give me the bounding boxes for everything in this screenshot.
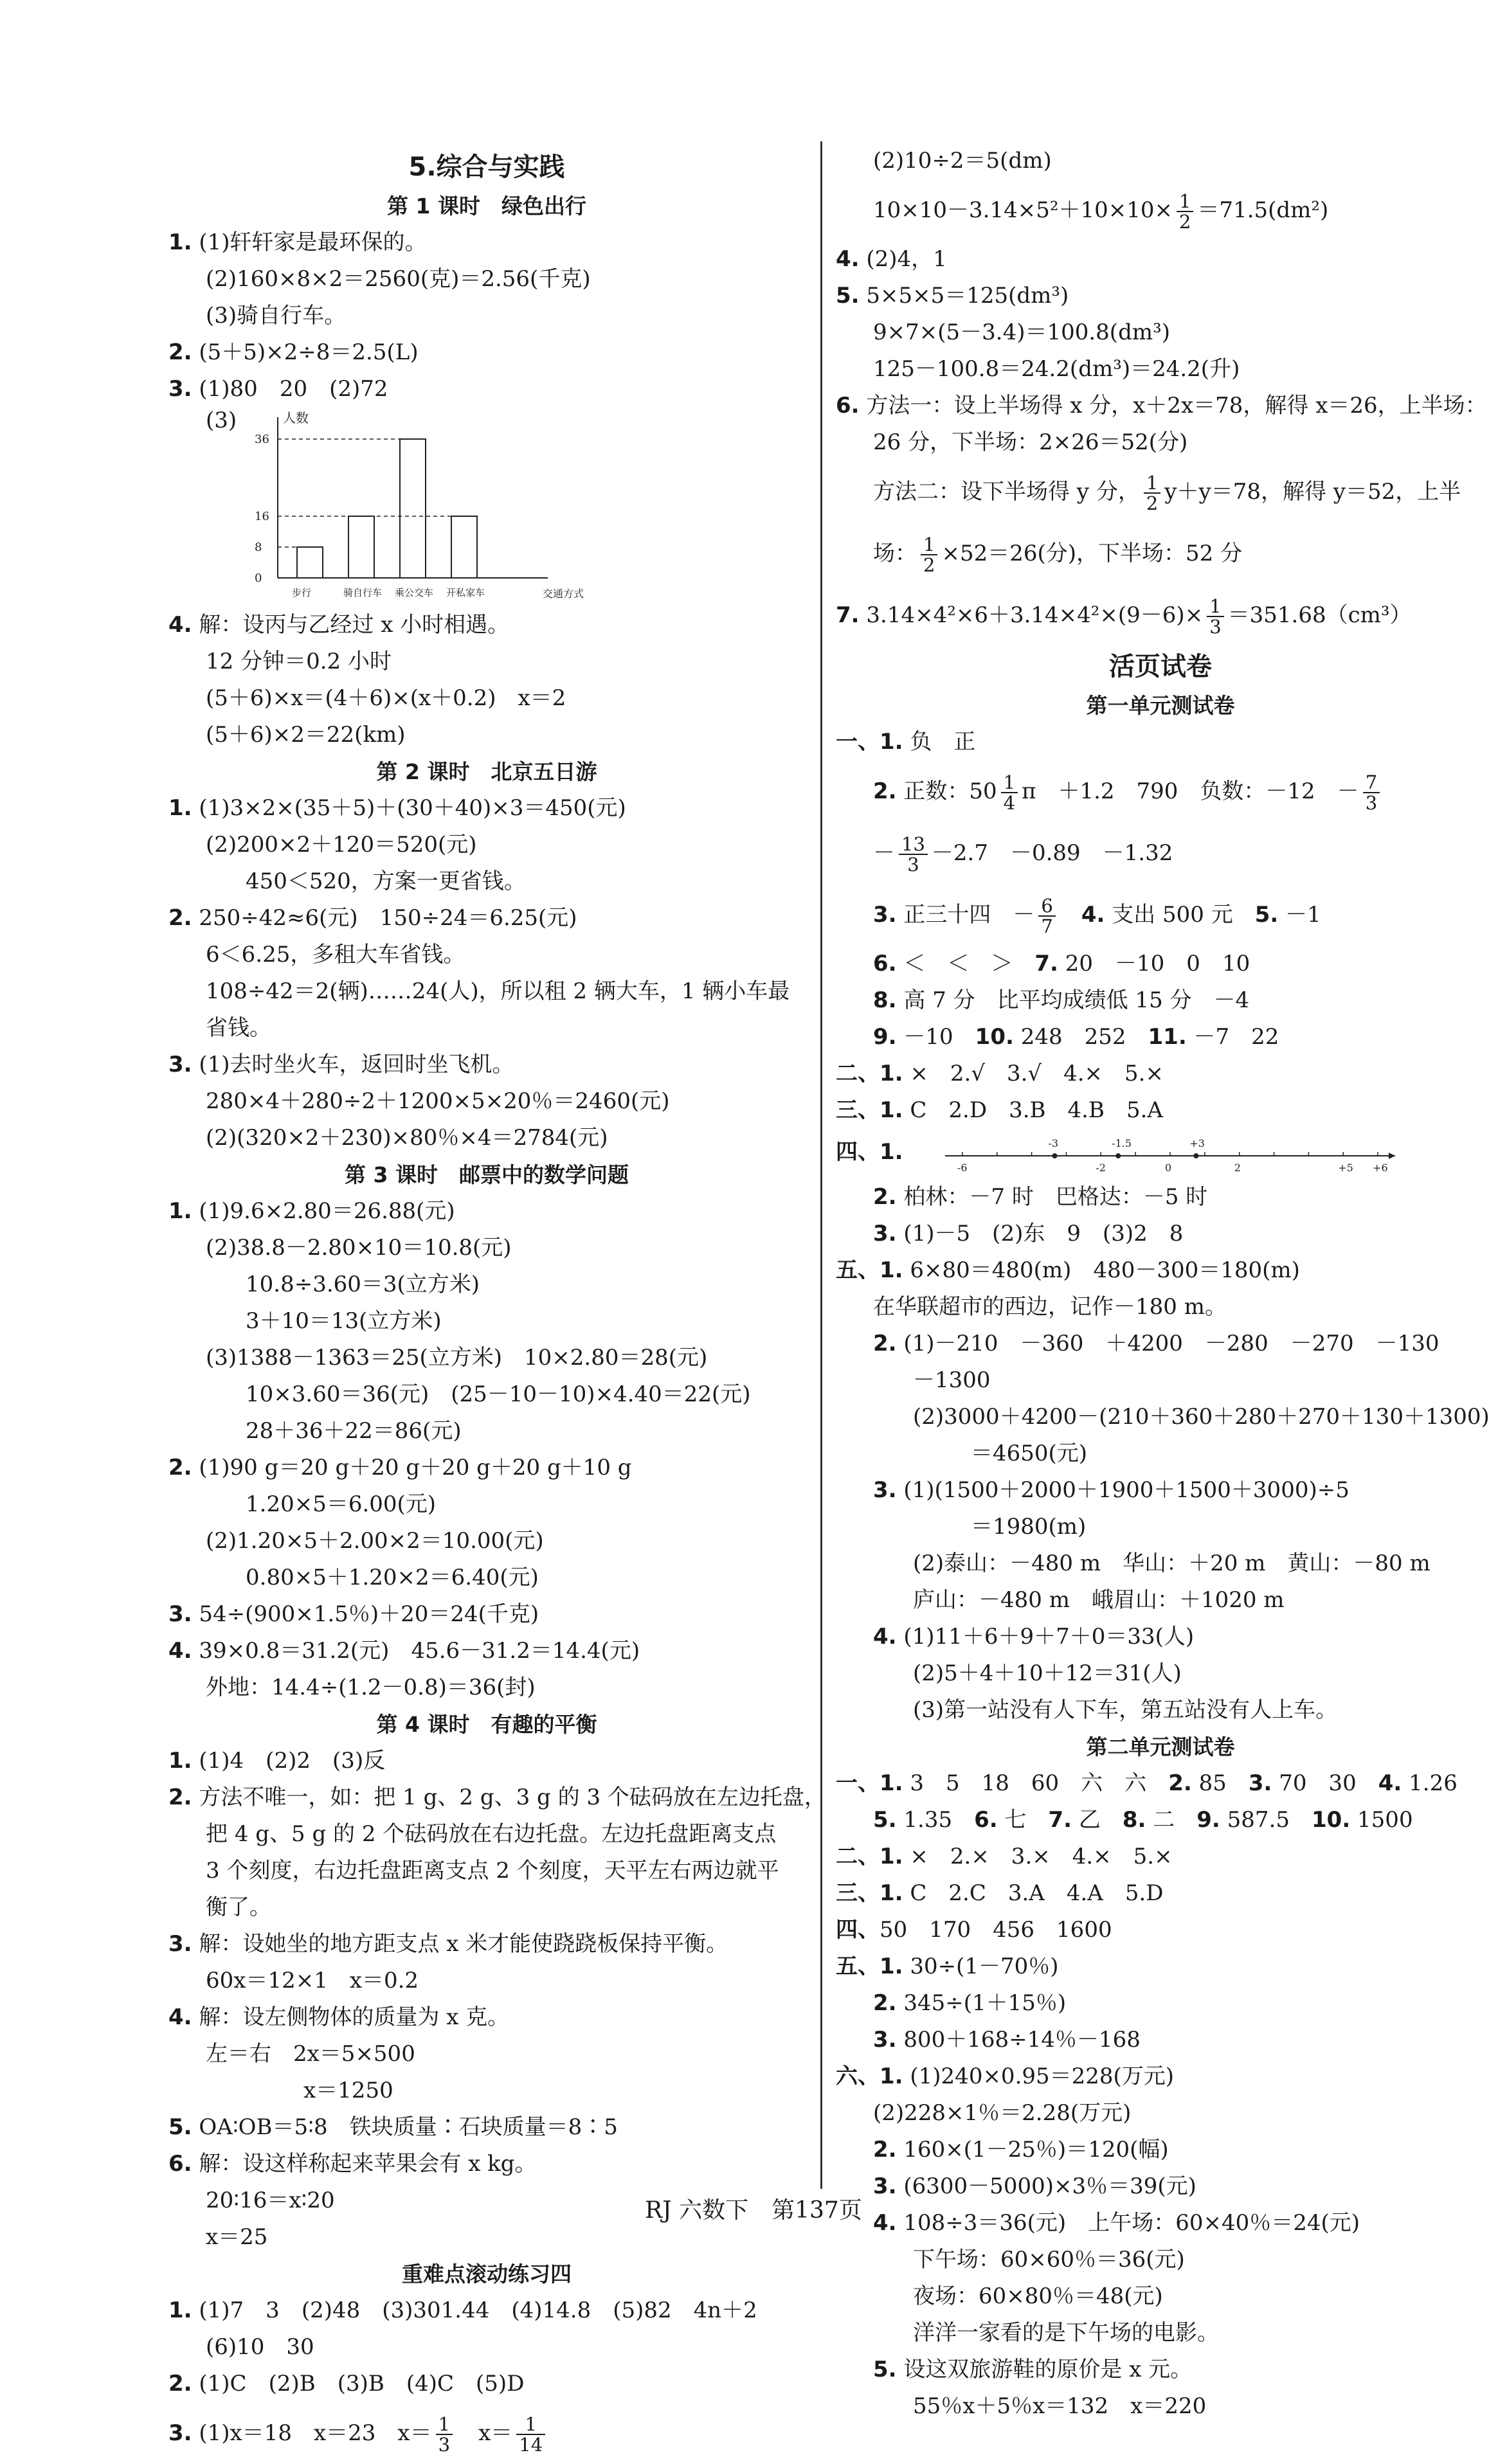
q-number: 4. (168, 1638, 192, 1664)
axis-arrow (1389, 1153, 1395, 1159)
answer-line: ＝1980(m) (971, 1514, 1087, 1540)
loose-leaf-title: 活页试卷 (1109, 652, 1212, 681)
answer-line: 洋洋一家看的是下午场的电影。 (913, 2320, 1219, 2346)
unit-1-title: 第一单元测试卷 (1086, 693, 1235, 718)
answer-line: 解：设左侧物体的质量为 x 克。 (199, 2004, 510, 2030)
fraction: $\frac{1}{3}$ (1207, 597, 1223, 637)
fraction: $\frac{1}{2}$ (1177, 192, 1193, 232)
answer-line: (3)骑自行车。 (206, 303, 347, 328)
answer-line: (6)10 30 (206, 2334, 314, 2360)
fraction: $\frac{6}{7}$ (1038, 896, 1055, 937)
point-mark (1115, 1153, 1121, 1158)
answer-line: 下午场：60×60％＝36(元) (913, 2247, 1185, 2272)
y-tick-label: 16 (255, 510, 269, 523)
tick-label: 2 (1234, 1162, 1241, 1174)
answer-line: 450＜520，方案一更省钱。 (246, 868, 526, 894)
q-number: 2. (168, 905, 192, 931)
q-number: 7. (836, 602, 860, 628)
answer-line: 负 正 (910, 729, 976, 755)
y-tick-label: 0 (255, 571, 262, 585)
q-number: 2. (168, 339, 192, 365)
q-number: 3. (168, 1601, 192, 1627)
fraction: $\frac{1}{4}$ (1001, 773, 1018, 813)
q-number: 3. (168, 376, 192, 402)
answer-line: (2)228×1％＝2.28(万元) (873, 2100, 1132, 2126)
answer-line: (5＋6)×2＝22(km) (206, 722, 406, 748)
chart-prefix: (3) (206, 408, 237, 433)
answer-line: (2)5＋4＋10＋12＝31(人) (913, 1660, 1182, 1686)
answer-line: (5＋5)×2÷8＝2.5(L) (199, 339, 419, 365)
q-number: 1. (168, 229, 192, 255)
answer-line: 10×3.60＝36(元) (25－10－10)×4.40＝22(元) (246, 1381, 751, 1407)
answer-line: (2)38.8－2.80×10＝10.8(元) (206, 1235, 512, 1261)
q-number: 2. (168, 1455, 192, 1480)
answer-line: 12 分钟＝0.2 小时 (206, 649, 392, 674)
answer-line: 衡了。 (206, 1894, 271, 1920)
q-number: 2. (168, 2371, 192, 2397)
bar-chart (168, 408, 805, 607)
answer-line: 39×0.8＝31.2(元) 45.6－31.2＝14.4(元) (199, 1638, 640, 1664)
tick-label: +5 (1338, 1162, 1353, 1174)
answer-line: (1)去时坐火车，返回时坐飞机。 (199, 1052, 514, 1077)
fraction: $\frac{7}{3}$ (1363, 773, 1380, 813)
answer-line: 把 4 g、5 g 的 2 个砝码放在右边托盘。左边托盘距离支点 (206, 1821, 777, 1847)
answer-line: 1.20×5＝6.00(元) (246, 1491, 437, 1517)
answer-line: (5＋6)×x＝(4＋6)×(x＋0.2) x＝2 (206, 685, 566, 711)
answer-line: 10.8÷3.60＝3(立方米) (246, 1272, 480, 1297)
q-number: 1. (168, 795, 192, 821)
answer-line: (1)7 3 (2)48 (3)301.44 (4)14.8 (5)82 4n＋2 (199, 2298, 757, 2323)
answer-line: (2)4，1 (866, 246, 947, 272)
tick-label: -2 (1096, 1162, 1106, 1174)
x-tick-label: 步行 (292, 587, 312, 598)
number-line (919, 1129, 1408, 1179)
q-number: 3. (168, 2420, 192, 2446)
answer-line: (1)80 20 (2)72 (199, 376, 388, 402)
answer-line: 解：设这样称起来苹果会有 x kg。 (199, 2151, 537, 2177)
answer-line: ＝4650(元) (971, 1441, 1088, 1466)
answer-line: (1)4 (2)2 (3)反 (199, 1748, 386, 1774)
q-number: 1. (168, 1198, 192, 1224)
fraction: $\frac{1}{2}$ (921, 535, 937, 575)
answer-line: 3 个刻度，右边托盘距离支点 2 个刻度，天平左右两边就平 (206, 1858, 779, 1884)
answer-line: (1)9.6×2.80＝26.88(元) (199, 1198, 455, 1224)
answer-line: (1)90 g＝20 g＋20 g＋20 g＋20 g＋10 g (199, 1455, 632, 1480)
column-divider (820, 141, 822, 2189)
answer-line: 方法不唯一，如：把 1 g、2 g、3 g 的 3 个砝码放在左边托盘， (199, 1785, 826, 1810)
q-number: 3. (168, 1931, 192, 1957)
answer-line: (2)1.20×5＋2.00×2＝10.00(元) (206, 1528, 544, 1554)
q-number: 4. (168, 2004, 192, 2030)
lesson-2-title: 第 2 课时 北京五日游 (376, 759, 597, 784)
answer-line: 夜场：60×80％＝48(元) (913, 2283, 1163, 2309)
answer-line: 28＋36＋22＝86(元) (246, 1418, 462, 1444)
answer-line: x＝1250 (303, 2078, 393, 2103)
q-number: 1. (168, 1748, 192, 1774)
fraction: $\frac{1}{2}$ (1144, 473, 1160, 514)
answer-line: 108÷42＝2(辆)……24(人)，所以租 2 辆大车，1 辆小车最 (206, 978, 790, 1004)
tick-label: -6 (957, 1162, 968, 1174)
x-axis-label: 交通方式 (543, 588, 584, 600)
answer-line: OA∶OB＝5∶8 铁块质量∶石块质量＝8∶5 (199, 2114, 618, 2140)
answer-line: 6＜6.25，多租大车省钱。 (206, 942, 465, 967)
answer-line: (2)3000＋4200－(210＋360＋280＋270＋130＋1300) (913, 1404, 1490, 1430)
answer-line: 55％x＋5％x＝132 x＝220 (913, 2393, 1207, 2419)
answer-line: (2)160×8×2＝2560(克)＝2.56(千克) (206, 266, 591, 292)
answer-line: 20∶16＝x∶20 (206, 2188, 335, 2213)
answer-line: (1)x＝18 x＝23 x＝ (199, 2420, 432, 2446)
y-tick-label: 36 (255, 433, 269, 446)
answer-line: (3)第一站没有人下车，第五站没有人上车。 (913, 1697, 1338, 1723)
x-tick-label: 乘公交车 (395, 587, 434, 598)
number-line-row: 四、1. -6 -2 0 2 +5 +6 -3 -1.5 +3 (836, 1129, 1485, 1179)
q-number: 4. (836, 246, 860, 272)
answer-line: (2)200×2＋120＝520(元) (206, 832, 477, 858)
answer-line: 在华联超市的西边，记作－180 m。 (873, 1294, 1227, 1320)
answer-line: (1)C (2)B (3)B (4)C (5)D (199, 2371, 525, 2397)
q-number: 1. (168, 2298, 192, 2323)
q-number: 4. (168, 612, 192, 638)
fraction: $\frac{1}{14}$ (516, 2415, 545, 2455)
answer-line: 54÷(900×1.5％)＋20＝24(千克) (199, 1601, 539, 1627)
point-label: -3 (1048, 1137, 1059, 1149)
point-label: -1.5 (1112, 1137, 1132, 1149)
bar (297, 547, 323, 578)
bar-chart-svg (233, 408, 618, 607)
answer-line: 60x＝12×1 x＝0.2 (206, 1968, 419, 1993)
answer-line: (2)(320×2＋230)×80％×4＝2784(元) (206, 1125, 608, 1151)
q-number: 6. (836, 393, 860, 418)
answer-line: 5×5×5＝125(dm³) (866, 283, 1069, 309)
bar (348, 516, 374, 578)
page-footer: RJ 六数下 第137页 (645, 2197, 862, 2224)
x-tick-label: 开私家车 (446, 587, 485, 598)
lesson-4-title: 第 4 课时 有趣的平衡 (376, 1712, 597, 1737)
review-title: 重难点滚动练习四 (402, 2262, 572, 2287)
answer-line: x＝25 (206, 2224, 268, 2250)
answer-line: (3)1388－1363＝25(立方米) 10×2.80＝28(元) (206, 1345, 708, 1371)
x-tick-label: 骑自行车 (343, 587, 383, 598)
fraction: $\frac{13}{3}$ (899, 834, 928, 875)
answer-line: 方法一：设上半场得 x 分，x＋2x＝78，解得 x＝26，上半场： (866, 393, 1487, 418)
answer-line: (2)泰山：－480 m 华山：＋20 m 黄山：－80 m (913, 1551, 1430, 1576)
tick-label: +6 (1373, 1162, 1388, 1174)
q-number: 5. (168, 2114, 192, 2140)
point-label: +3 (1189, 1137, 1205, 1149)
q-number: 2. (168, 1785, 192, 1810)
answer-line: 左＝右 2x＝5×500 (206, 2041, 415, 2067)
fraction: $\frac{1}{3}$ (436, 2415, 453, 2455)
answer-line: 280×4＋280÷2＋1200×5×20％＝2460(元) (206, 1088, 670, 1114)
right-column: (2)10÷2＝5(dm) 10×10－3.14×5²＋10×10× $\frac{1}{2}$ ＝71.5(dm²) 4. (2)4，1 5. 5×5×5＝125(dm³) 9×7×(5－3.4)＝100.8(dm³) 125－100.8＝24.2(dm³)＝24.2(升) 6. 方法一：设上半场得 x 分，x＋2x＝78，解得 x＝26，上半场： 26 分，下半场：2×26＝52(分) 方法二：设下半场得 y 分， $\frac{1}{2}$ y＋y＝78，解得 y＝52，上半 场： $\frac{1}{2}$ ×52＝26(分)，下半场：52 分 7. 3.14×4²×6＋3.14×4²×(9－6)× $\frac{1}{3}$ ＝351.68（cm³） 活页试卷 第一单元测试卷 一、1. 负 正 2. 正数：50 $\frac{1}{4}$ π ＋1.2 790 负数：－12 － $\frac{7}{3}$ － $\frac{13}{3}$ －2.7 －0.89 －1.32 3. 正三十四 － $\frac{6}{7}$ 4. 支出 500 元 5. －1 6. ＜ ＜ ＞ 7. 20 －10 0 10 8. 高 7 分 比平均成绩低 15 分 －4 9. －10 10. 248 252 11. －7 22 二、1. × 2.√ 3.√ 4.× 5.× 三、1. C 2.D 3.B 4.B 5.A 四、1. -6 -2 0 2 +5 +6 -3 -1.5 +3 2. 柏林：－7 时 巴格达：－5 时 3. (1)－5 (2)东 9 (3)2 8 五、1. 6×80＝480(m) 480－300＝180(m) 在华联超市的西边，记作－180 m。 2. (1)－210 －360 ＋4200 －280 －270 －130 －1300 (2)3000＋4200－(210＋360＋280＋270＋130＋1300) ＝4650(元) 3. (1)(1500＋2000＋1900＋1500＋3000)÷5 ＝1980(m) (2)泰山：－480 m 华山：＋20 m 黄山：－80 m 庐山：－480 m 峨眉山：＋1020 m 4. (1)11＋6＋9＋7＋0＝33(人) (2)5＋4＋10＋12＝31(人) (3)第一站没有人下车，第五站没有人上车。 第二单元测试卷 一、1. 3 5 18 60 六 六 2. 85 3. 70 30 4. 1.26 5. 1.35 6. 七 7. 乙 8. 二 9. 587.5 10. 1500 二、1. × 2.× 3.× 4.× 5.× 三、1. C 2.C 3.A 4.A 5.D 四、50 170 456 1600 五、1. 30÷(1－70％) 2. 345÷(1＋15％) 3. 800＋168÷14％－168 六、1. (1)240×0.95＝228(万元) (2)228×1％＝2.28(万元) 2. 160×(1－25％)＝120(幅) 3. (6300－5000)×3％＝39(元) 4. 108÷3＝36(元) 上午场：60×40％＝24(元) 下午场：60×60％＝36(元) 夜场：60×80％＝48(元) 洋洋一家看的是下午场的电影。 5. 设这双旅游鞋的原价是 x 元。 55％x＋5％x＝132 x＝220 (836, 143, 1485, 2425)
answer-line: 26 分，下半场：2×26＝52(分) (873, 429, 1188, 455)
y-tick-label: 8 (255, 541, 262, 554)
answer-line: (1)轩轩家是最环保的。 (199, 229, 427, 255)
answer-line: 0.80×5＋1.20×2＝6.40(元) (246, 1565, 539, 1590)
answer-line: －1300 (913, 1367, 991, 1393)
answer-line: (1)3×2×(35＋5)＋(30＋40)×3＝450(元) (199, 795, 626, 821)
unit-2-title: 第二单元测试卷 (1086, 1734, 1235, 1759)
answer-line: 3＋10＝13(立方米) (246, 1308, 442, 1334)
lesson-3-title: 第 3 课时 邮票中的数学问题 (345, 1162, 629, 1187)
point-mark (1193, 1153, 1198, 1158)
answer-line: 外地：14.4÷(1.2－0.8)＝36(封) (206, 1675, 536, 1700)
q-number: 3. (168, 1052, 192, 1077)
answer-line: 庐山：－480 m 峨眉山：＋1020 m (913, 1587, 1285, 1613)
tick-label: 0 (1165, 1162, 1172, 1174)
answer-line: 9×7×(5－3.4)＝100.8(dm³) (873, 319, 1170, 345)
answer-line: 250÷42≈6(元) 150÷24＝6.25(元) (199, 905, 577, 931)
answer-line: (2)10÷2＝5(dm) (873, 148, 1052, 174)
lesson-1-title: 第 1 课时 绿色出行 (387, 193, 586, 219)
section-title: 5.综合与实践 (408, 152, 565, 182)
y-axis-label: 人数 (283, 410, 309, 426)
bar (451, 516, 477, 578)
answer-line: 解：设她坐的地方距支点 x 米才能使跷跷板保持平衡。 (199, 1931, 728, 1957)
answer-line: 省钱。 (206, 1015, 271, 1041)
left-column: 5.综合与实践 第 1 课时 绿色出行 1. (1)轩轩家是最环保的。 (2)160×8×2＝2560(克)＝2.56(千克) (3)骑自行车。 2. (5＋5)×2÷8＝2.5(L) 3. (1)80 20 (2)72 (3) 人数 交通方式 步行 骑自行车 乘公交车 开私家车 36 16 8 0 4. 解：设丙与乙经过 x 小时相遇。 12 分钟＝0.2 小时 (5＋6)×x＝(4＋6)×(x＋0.2) x＝2 (5＋6)×2＝22(km) 第 2 课时 北京五日游 1. (1)3×2×(35＋5)＋(30＋40)×3＝450(元) (2)200×2＋120＝520(元) 450＜520，方案一更省钱。 2. 250÷42≈6(元) 150÷24＝6.25(元) 6＜6.25，多租大车省钱。 108÷42＝2(辆)……24(人)，所以租 2 辆大车，1 辆小车最 省钱。 3. (1)去时坐火车，返回时坐飞机。 280×4＋280÷2＋1200×5×20％＝2460(元) (2)(320×2＋230)×80％×4＝2784(元) 第 3 课时 邮票中的数学问题 1. (1)9.6×2.80＝26.88(元) (2)38.8－2.80×10＝10.8(元) 10.8÷3.60＝3(立方米) 3＋10＝13(立方米) (3)1388－1363＝25(立方米) 10×2.80＝28(元) 10×3.60＝36(元) (25－10－10)×4.40＝22(元) 28＋36＋22＝86(元) 2. (1)90 g＝20 g＋20 g＋20 g＋20 g＋10 g 1.20×5＝6.00(元) (2)1.20×5＋2.00×2＝10.00(元) 0.80×5＋1.20×2＝6.40(元) 3. 54÷(900×1.5％)＋20＝24(千克) 4. 39×0.8＝31.2(元) 45.6－31.2＝14.4(元) 外地：14.4÷(1.2－0.8)＝36(封) 第 4 课时 有趣的平衡 1. (1)4 (2)2 (3)反 2. 方法不唯一，如：把 1 g、2 g、3 g 的 3 个砝码放在左边托盘， 把 4 g、5 g 的 2 个砝码放在右边托盘。左边托盘距离支点 3 个刻度，右边托盘距离支点 2 个刻度，天平左右两边就平 衡了。 3. 解：设她坐的地方距支点 x 米才能使跷跷板保持平衡。 60x＝12×1 x＝0.2 4. 解：设左侧物体的质量为 x 克。 左＝右 2x＝5×500 x＝1250 5. OA∶OB＝5∶8 铁块质量∶石块质量＝8∶5 6. 解：设这样称起来苹果会有 x kg。 20∶16＝x∶20 x＝25 重难点滚动练习四 1. (1)7 3 (2)48 (3)301.44 (4)14.8 (5)82 4n＋2 (6)10 30 2. (1)C (2)B (3)B (4)C (5)D 3. (1)x＝18 x＝23 x＝ $\frac{1}{3}$ x＝ $\frac{1}{14}$ (168, 147, 805, 2464)
point-mark (1052, 1153, 1058, 1158)
q-number: 5. (836, 283, 860, 309)
q-number: 6. (168, 2151, 192, 2177)
answer-line: 125－100.8＝24.2(dm³)＝24.2(升) (873, 356, 1240, 382)
answer-line: 解：设丙与乙经过 x 小时相遇。 (199, 612, 510, 638)
bar (400, 439, 426, 578)
